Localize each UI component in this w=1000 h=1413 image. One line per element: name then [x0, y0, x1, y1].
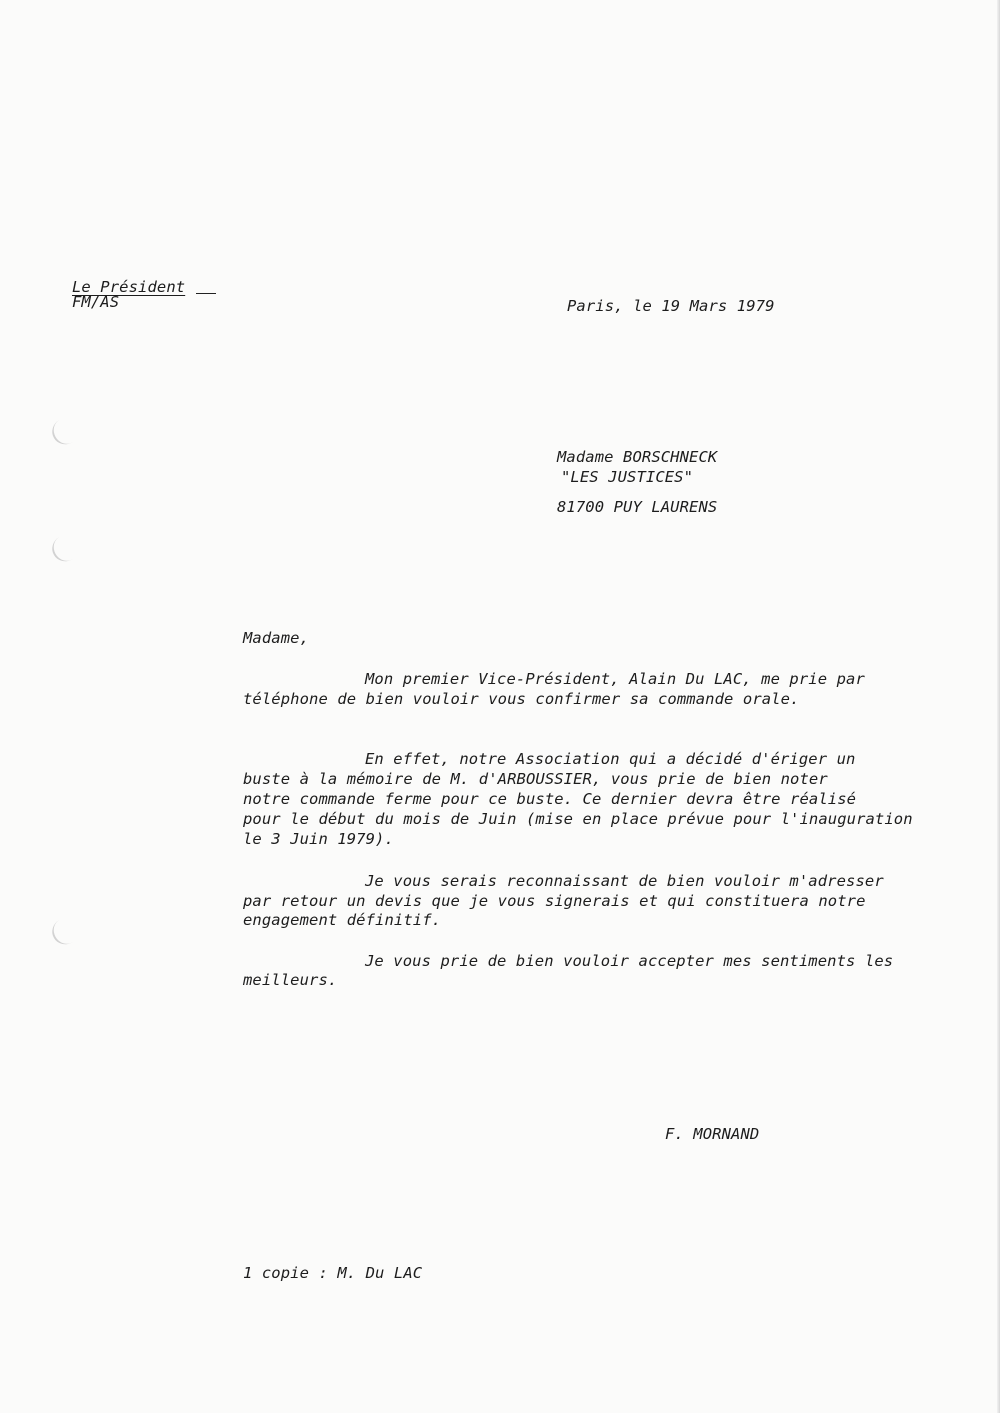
- punch-hole-mark: [47, 913, 84, 950]
- body-line: notre commande ferme pour ce buste. Ce dernier devra être réalisé: [243, 790, 857, 808]
- signature-name: F. MORNAND: [665, 1125, 760, 1143]
- body-line: engagement définitif.: [243, 911, 442, 929]
- letter-date: Paris, le 19 Mars 1979: [567, 297, 775, 315]
- body-line: téléphone de bien vouloir vous confirmer sa commande orale.: [243, 690, 800, 708]
- body-line: le 3 Juin 1979).: [243, 830, 394, 848]
- body-line: Je vous serais reconnaissant de bien vouloir m'adresser: [365, 872, 884, 890]
- salutation: Madame,: [243, 629, 310, 647]
- body-line: Mon premier Vice-Président, Alain Du LAC, me prie par: [365, 670, 865, 688]
- recipient-name: Madame BORSCHNECK: [557, 448, 718, 466]
- sender-underline: [196, 293, 216, 294]
- sender-title: Le Président: [72, 278, 186, 296]
- punch-hole-mark: [47, 413, 84, 450]
- sender-reference: FM/AS: [72, 293, 120, 311]
- recipient-city: 81700 PUY LAURENS: [557, 498, 718, 516]
- body-line: En effet, notre Association qui a décidé d'ériger un: [365, 750, 856, 768]
- recipient-house: "LES JUSTICES": [561, 468, 694, 486]
- body-line: buste à la mémoire de M. d'ARBOUSSIER, vous prie de bien noter: [243, 770, 828, 788]
- copy-note: 1 copie : M. Du LAC: [243, 1264, 423, 1282]
- body-line: pour le début du mois de Juin (mise en place prévue pour l'inauguration: [243, 810, 913, 828]
- body-line: Je vous prie de bien vouloir accepter mes sentiments les: [365, 952, 894, 970]
- body-line: meilleurs.: [243, 971, 338, 989]
- punch-hole-mark: [47, 530, 84, 567]
- body-line: par retour un devis que je vous signerais et qui constituera notre: [243, 892, 866, 910]
